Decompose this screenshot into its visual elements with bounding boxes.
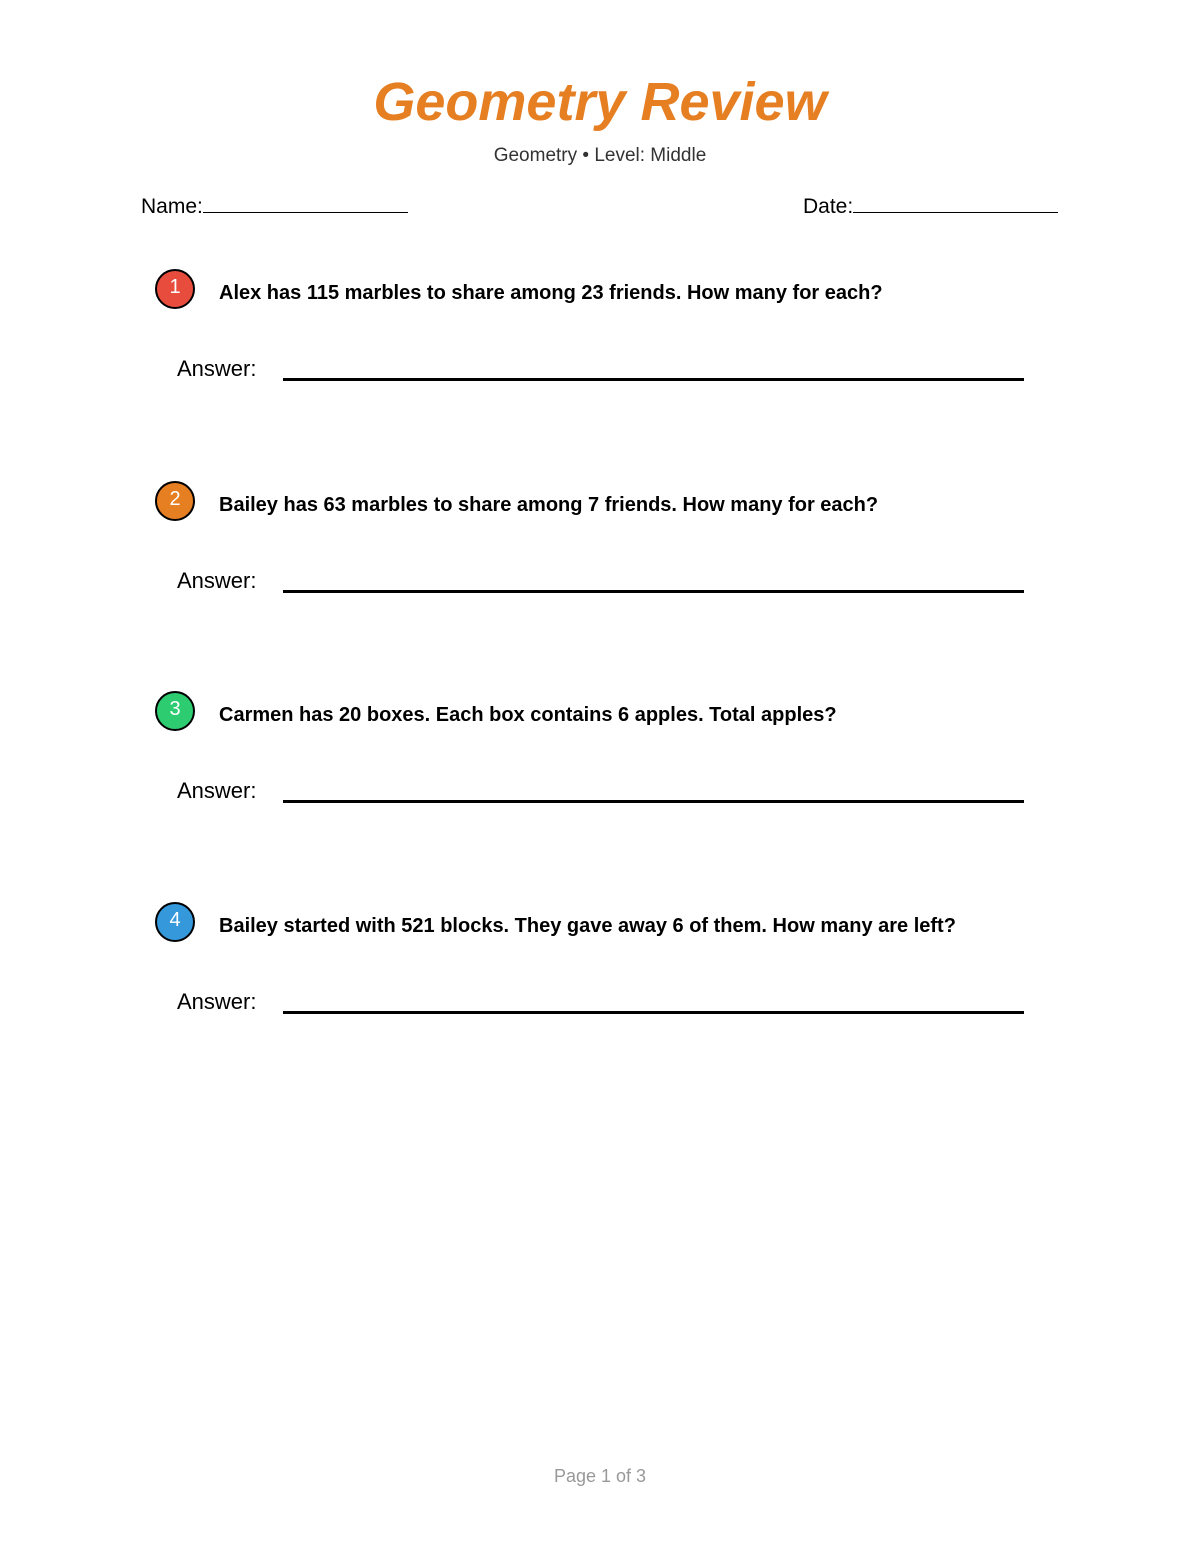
answer-label: Answer:: [177, 778, 257, 803]
question-number-badge: 1: [155, 269, 195, 309]
name-field: [141, 192, 408, 220]
answer-label: Answer:: [177, 568, 257, 593]
question-text: Bailey has 63 marbles to share among 7 friends. How many for each?: [219, 494, 879, 516]
answer-line[interactable]: [283, 378, 1024, 381]
date-label: Date:: [803, 195, 854, 218]
answer-label: Answer:: [177, 989, 257, 1014]
question-number-badge: 2: [155, 481, 195, 521]
worksheet-title: Geometry Review: [373, 72, 827, 132]
answer-label: Answer:: [177, 356, 257, 381]
worksheet-subtitle: Geometry • Level: Middle: [493, 145, 707, 166]
date-field: [803, 192, 1058, 220]
answer-line[interactable]: [283, 1011, 1024, 1014]
question-number-badge: 3: [155, 691, 195, 731]
page-indicator: Page 1 of 3: [553, 1466, 647, 1486]
question-3: [0, 691, 1200, 851]
answer-line[interactable]: [283, 590, 1024, 593]
question-1: [0, 269, 1200, 429]
question-4: [0, 902, 1200, 1062]
question-text: Alex has 115 marbles to share among 23 friends. How many for each?: [219, 282, 883, 304]
answer-line[interactable]: [283, 800, 1024, 803]
name-label: Name:: [141, 195, 203, 218]
question-number-badge: 4: [155, 902, 195, 942]
question-text: Bailey started with 521 blocks. They gave away 6 of them. How many are left?: [219, 915, 956, 937]
question-text: Carmen has 20 boxes. Each box contains 6 apples. Total apples?: [219, 704, 837, 726]
question-2: [0, 481, 1200, 641]
date-blank[interactable]: [853, 192, 1058, 213]
name-blank[interactable]: [203, 192, 408, 213]
